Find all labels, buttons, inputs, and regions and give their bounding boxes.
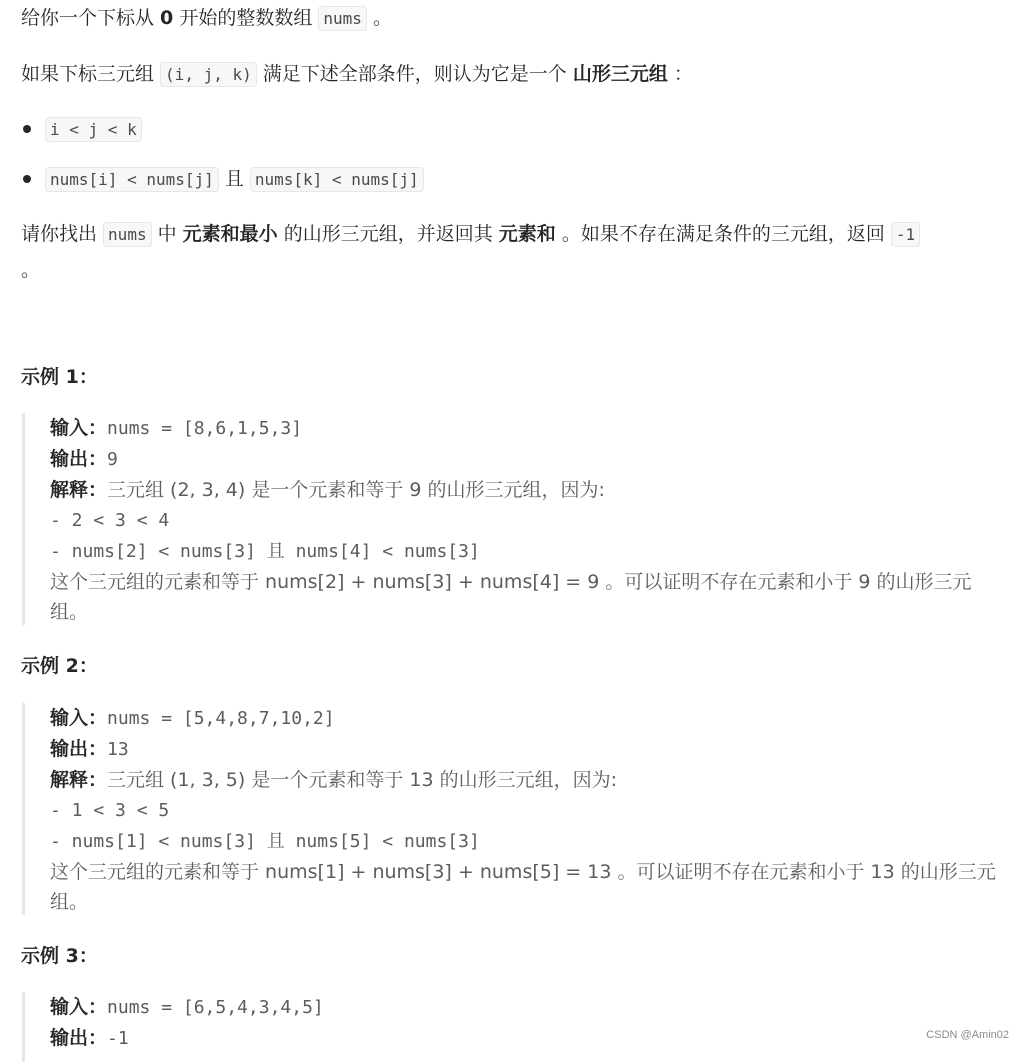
- task-text: 的山形三元组，并返回其: [277, 223, 499, 245]
- explain-text: 三元组 (1, 3, 5) 是一个元素和等于 13 的山形三元组，因为:: [107, 769, 618, 791]
- example-block: [22, 413, 1005, 625]
- intro-zero: 0: [160, 7, 174, 29]
- definition-text: 如果下标三元组: [21, 63, 161, 85]
- inline-code: nums[i] < nums[j]: [45, 167, 219, 192]
- watermark: CSDN @Amin02: [926, 1029, 1009, 1041]
- example-input: [50, 413, 1005, 444]
- explain-line: 这个三元组的元素和等于 nums[1] + nums[3] + nums[5] = 13 。可以证明不存在元素和小于 13 的山形三元组。: [50, 861, 996, 913]
- inline-code: nums: [103, 222, 152, 247]
- output-value: -1: [107, 1028, 129, 1049]
- task-text: 。: [21, 259, 41, 281]
- output-value: 9: [107, 449, 118, 470]
- bullet-icon: [23, 175, 31, 183]
- example-explanation: [50, 475, 1005, 505]
- definition-text: ：: [667, 63, 693, 85]
- input-label: 输入：: [50, 996, 108, 1018]
- task-text: 请你找出: [21, 223, 104, 245]
- example-explanation: [50, 765, 1005, 795]
- condition-item: [21, 154, 424, 204]
- example-output: [50, 734, 1005, 765]
- conditions-list: [21, 104, 424, 204]
- task-text: 中: [151, 223, 183, 245]
- explain-line: [50, 826, 1005, 857]
- explain-line: 这个三元组的元素和等于 nums[2] + nums[3] + nums[4] = 9 。可以证明不存在元素和小于 9 的山形三元组。: [50, 571, 972, 623]
- explain-line-text: - 2 < 3 < 4: [50, 510, 170, 531]
- condition-item: [21, 104, 424, 154]
- input-label: 输入：: [50, 417, 108, 439]
- task-paragraph: [21, 216, 1011, 288]
- task-bold: 元素和最小: [182, 223, 278, 245]
- explain-line-text: - 1 < 3 < 5: [50, 800, 170, 821]
- intro-text: 给你一个下标从: [21, 7, 161, 29]
- task-text: 。如果不存在满足条件的三元组，返回: [555, 223, 891, 245]
- input-label: 输入：: [50, 707, 108, 729]
- example-input: [50, 992, 324, 1023]
- explain-line: [50, 505, 1005, 536]
- input-value: nums = [5,4,8,7,10,2]: [107, 708, 335, 729]
- explain-text: 三元组 (2, 3, 4) 是一个元素和等于 9 的山形三元组，因为:: [107, 479, 605, 501]
- output-label: 输出：: [50, 738, 108, 760]
- example-title: 示例 3：: [21, 945, 98, 967]
- inline-code: (i, j, k): [160, 62, 257, 87]
- explain-line: [50, 536, 1005, 567]
- inline-code: i < j < k: [45, 117, 142, 142]
- explain-label: 解释：: [50, 769, 108, 791]
- explain-line: [50, 795, 1005, 826]
- output-value: 13: [107, 739, 129, 760]
- condition-conjunction: 且: [218, 168, 250, 190]
- example-block: [22, 992, 324, 1062]
- explain-label: 解释：: [50, 479, 108, 501]
- inline-code: nums: [318, 6, 367, 31]
- inline-code: -1: [891, 222, 920, 247]
- example-title: 示例 2：: [21, 655, 98, 677]
- definition-text: 满足下述全部条件，则认为它是一个: [256, 63, 573, 85]
- definition-paragraph: [21, 56, 693, 92]
- intro-paragraph: [21, 0, 392, 36]
- inline-code: nums[k] < nums[j]: [250, 167, 424, 192]
- example-input: [50, 703, 1005, 734]
- example-title: 示例 1：: [21, 366, 98, 388]
- intro-text: 。: [366, 7, 392, 29]
- term-bold: 山形三元组: [572, 63, 668, 85]
- input-value: nums = [8,6,1,5,3]: [107, 418, 303, 439]
- task-bold: 元素和: [498, 223, 556, 245]
- explain-line-text: - nums[2] < nums[3] 且 nums[4] < nums[3]: [50, 541, 480, 562]
- output-label: 输出：: [50, 448, 108, 470]
- intro-text: 开始的整数数组: [173, 7, 319, 29]
- example-block: [22, 703, 1005, 915]
- explain-line-text: - nums[1] < nums[3] 且 nums[5] < nums[3]: [50, 831, 480, 852]
- example-output: [50, 444, 1005, 475]
- bullet-icon: [23, 125, 31, 133]
- output-label: 输出：: [50, 1027, 108, 1049]
- input-value: nums = [6,5,4,3,4,5]: [107, 997, 324, 1018]
- example-output: [50, 1023, 324, 1054]
